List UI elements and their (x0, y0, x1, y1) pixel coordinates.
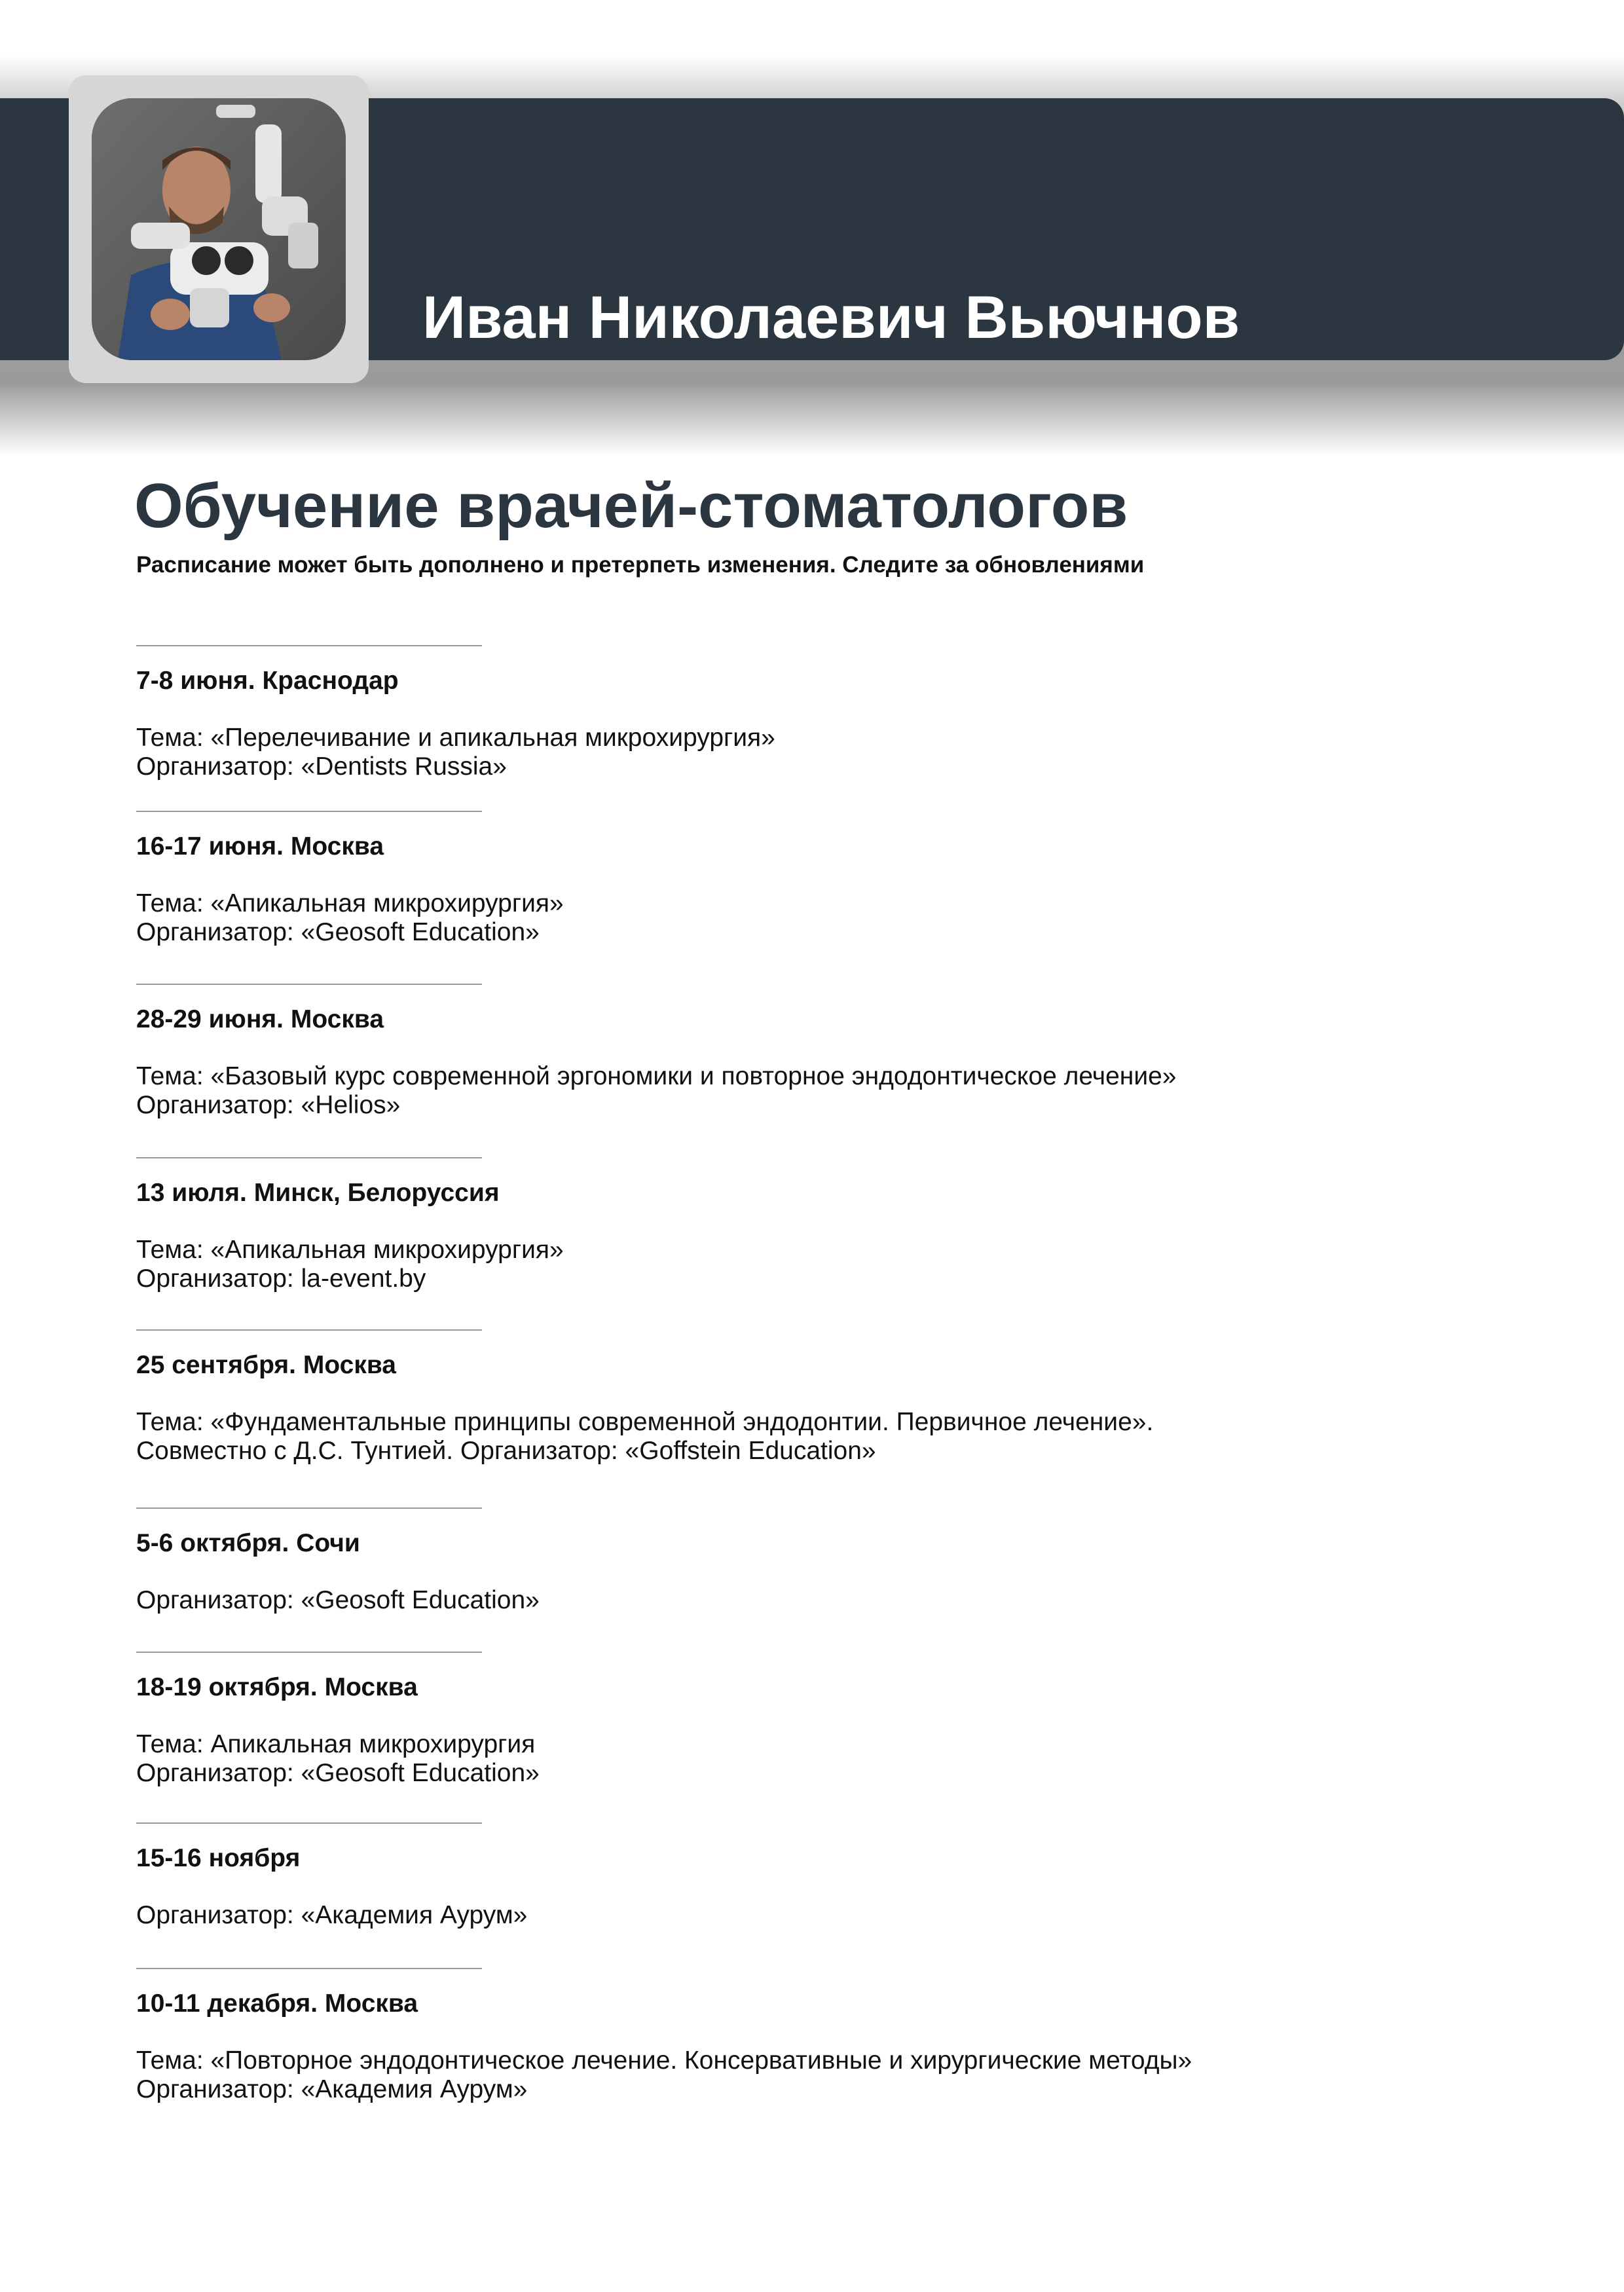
event-date: 28-29 июня. Москва (136, 1005, 384, 1033)
doctor-name: Иван Николаевич Вьючнов (422, 284, 1240, 351)
event-date: 15-16 ноября (136, 1844, 301, 1872)
event-line-2: Организатор: «Dentists Russia» (136, 752, 507, 781)
divider (136, 1507, 482, 1509)
divider (136, 1968, 482, 1969)
event-line-2 (136, 1615, 540, 1644)
divider (136, 984, 482, 985)
divider (136, 1329, 482, 1331)
doctor-photo (92, 98, 346, 360)
divider (136, 645, 482, 646)
event-line-1: Тема: «Базовый курс современной эргономики и повторное эндодонтическое лечение» (136, 1062, 1177, 1090)
event-date: 5-6 октября. Сочи (136, 1529, 360, 1557)
event-line-2: Организатор: «Helios» (136, 1091, 401, 1119)
event-line-2: Организатор: la-event.by (136, 1265, 426, 1293)
event-line-1: Тема: «Апикальная микрохирургия» (136, 1236, 564, 1264)
event-line-2 (136, 1930, 527, 1959)
event-line-1: Тема: «Апикальная микрохирургия» (136, 889, 564, 917)
schedule-note: Расписание может быть дополнено и претерпеть изменения. Следите за обновлениями (136, 552, 1145, 578)
event-date: 7-8 июня. Краснодар (136, 667, 399, 695)
divider (136, 811, 482, 812)
event-date: 10-11 декабря. Москва (136, 1989, 418, 2018)
event-date: 25 сентября. Москва (136, 1351, 396, 1379)
divider (136, 1652, 482, 1653)
divider (136, 1822, 482, 1824)
event-date: 13 июля. Минск, Белоруссия (136, 1179, 500, 1207)
event-line-1: Тема: «Фундаментальные принципы современной эндодонтии. Первичное лечение». (136, 1408, 1154, 1436)
event-line-2: Организатор: «Академия Аурум» (136, 2075, 528, 2103)
event-line-1: Тема: Апикальная микрохирургия (136, 1730, 536, 1758)
event-line-1: Тема: «Перелечивание и апикальная микрохирургия» (136, 724, 775, 752)
event-line-1: Организатор: «Geosoft Education» (136, 1586, 540, 1614)
event-date: 16-17 июня. Москва (136, 832, 384, 860)
event-line-2: Организатор: «Geosoft Education» (136, 918, 540, 946)
event-line-1: Тема: «Повторное эндодонтическое лечение. Консервативные и хирургические методы» (136, 2046, 1192, 2075)
photo-frame (69, 75, 369, 383)
event-line-1: Организатор: «Академия Аурум» (136, 1901, 528, 1929)
event-line-2: Совместно с Д.С. Тунтией. Организатор: «Goffstein Education» (136, 1437, 876, 1465)
event-line-2: Организатор: «Geosoft Education» (136, 1759, 540, 1787)
divider (136, 1157, 482, 1158)
doctor-with-microscope-image (92, 98, 346, 360)
page-title: Обучение врачей-стоматологов (134, 471, 1128, 541)
event-date: 18-19 октября. Москва (136, 1673, 418, 1701)
